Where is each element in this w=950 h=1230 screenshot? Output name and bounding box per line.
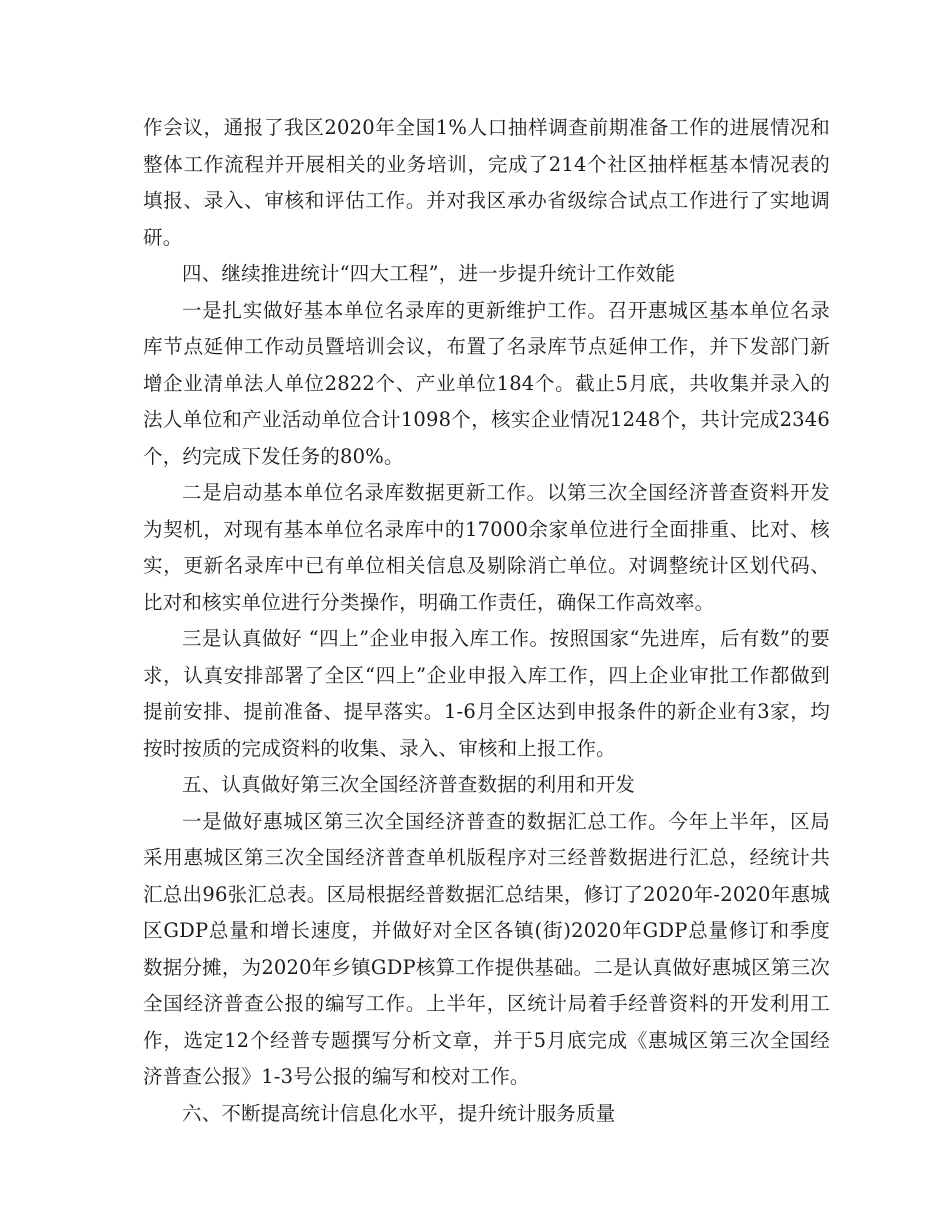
section-heading-six: 六、不断提高统计信息化水平，提升统计服务质量 [182, 1101, 616, 1125]
paragraph-directory-maintenance: 一是扎实做好基本单位名录库的更新维护工作。召开惠城区基本单位名录库节点延伸工作动员暨培训会议，布置了名录库节点延伸工作，并下发部门新增企业清单法人单位2822个、产业单位184个。截止5月底，共收集并录入的法人单位和产业活动单位合计1098个，核实企业情况1248个，共计完成2346个，约完成下发任务的80%。 [143, 298, 830, 468]
paragraph-enterprise-registration: 三是认真做好 “四上”企业申报入库工作。按照国家“先进库，后有数”的要求，认真安排部署了全区“四上”企业申报入库工作，四上企业审批工作都做到提前安排、提前准备、提早落实。1-6月全区达到申报条件的新企业有3家，均按时按质的完成资料的收集、录入、审核和上报工作。 [143, 627, 830, 760]
section-heading-four: 四、继续推进统计“四大工程”，进一步提升统计工作效能 [182, 262, 676, 285]
section-heading-five: 五、认真做好第三次全国经济普查数据的利用和开发 [182, 773, 636, 796]
paragraph-directory-update: 二是启动基本单位名录库数据更新工作。以第三次全国经济普查资料开发为契机，对现有基本单位名录库中的17000余家单位进行全面排重、比对、核实，更新名录库中已有单位相关信息及剔除消亡单位。对调整统计区划代码、比对和核实单位进行分类操作，明确工作责任，确保工作高效率。 [143, 481, 830, 614]
paragraph-census-summary: 一是做好惠城区第三次全国经济普查的数据汇总工作。今年上半年，区局采用惠城区第三次全国经济普查单机版程序对三经普数据进行汇总，经统计共汇总出96张汇总表。区局根据经普数据汇总结果，修订了2020年-2020年惠城区GDP总量和增长速度，并做好对全区各镇(街)2020年GDP总量修订和季度数据分摊，为2020年乡镇GDP核算工作提供基础。二是认真做好惠城区第三次全国经济普查公报的编写工作。上半年，区统计局着手经普资料的开发利用工作，选定12个经普专题撰写分析文章，并于5月底完成《惠城区第三次全国经济普查公报》1-3号公报的编写和校对工作。 [143, 809, 830, 1088]
paragraph-continued: 作会议，通报了我区2020年全国1%人口抽样调查前期准备工作的进展情况和整体工作流程并开展相关的业务培训，完成了214个社区抽样框基本情况表的填报、录入、审核和评估工作。并对我区承办省级综合试点工作进行了实地调研。 [143, 116, 830, 249]
